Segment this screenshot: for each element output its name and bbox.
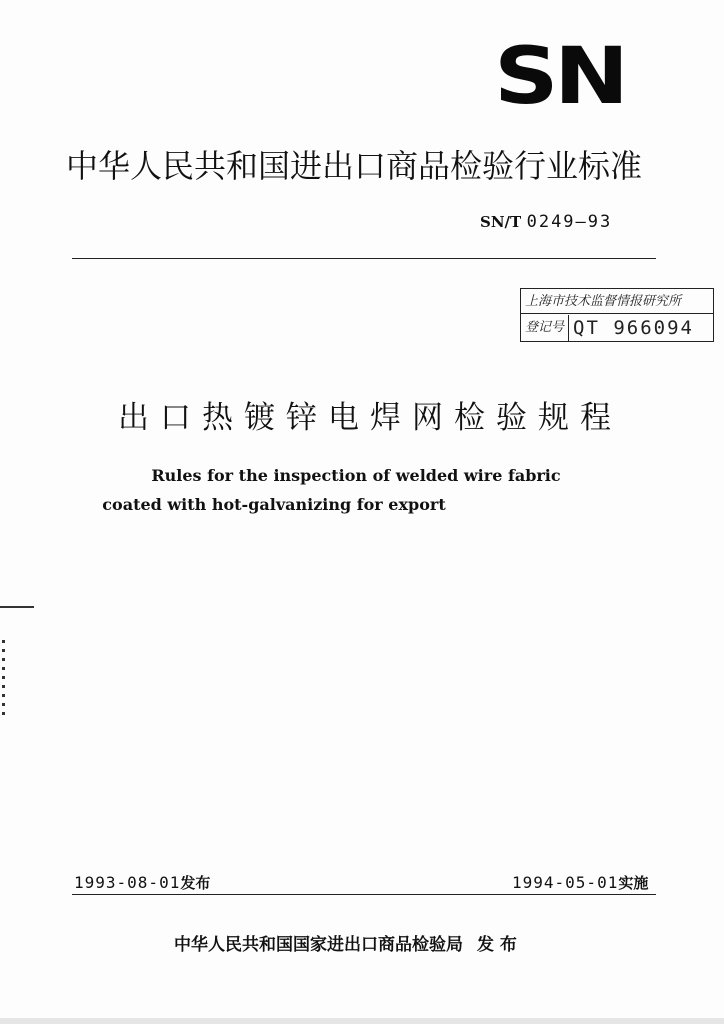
standard-code: 0249—93 <box>526 212 613 232</box>
sn-logo: SN <box>494 32 625 122</box>
issue-date-label: 发布 <box>180 874 211 892</box>
bottom-divider <box>72 894 656 895</box>
standard-prefix: SN/T <box>480 213 522 231</box>
implementation-date-label: 实施 <box>618 874 649 892</box>
stamp-registration-label: 登记号 <box>521 315 569 341</box>
stamp-registration-number: QT 966094 <box>573 317 694 339</box>
scan-edge-mark <box>0 606 34 608</box>
issuer-action: 发 布 <box>477 935 517 955</box>
implementation-date-value: 1994-05-01 <box>512 873 619 892</box>
document-title-chinese: 出口热镀锌电焊网检验规程 <box>118 400 622 436</box>
scan-edge-dots <box>2 640 5 720</box>
registration-stamp <box>520 288 714 342</box>
page-bottom-edge <box>0 1018 724 1024</box>
issuing-authority <box>174 930 517 955</box>
issuer-name: 中华人民共和国国家进出口商品检验局 <box>174 935 463 955</box>
standard-number <box>480 212 612 232</box>
stamp-institute: 上海市技术监督情报研究所 <box>521 289 713 314</box>
issue-date-value: 1993-08-01 <box>74 873 181 892</box>
document-title-english-line2: coated with hot-galvanizing for export <box>102 495 446 514</box>
top-divider <box>72 258 656 259</box>
document-title-english-line1: Rules for the inspection of welded wire fabric <box>151 466 561 485</box>
organization-standard-title: 中华人民共和国进出口商品检验行业标准 <box>66 147 643 185</box>
issue-date <box>74 872 210 893</box>
implementation-date <box>512 872 648 893</box>
